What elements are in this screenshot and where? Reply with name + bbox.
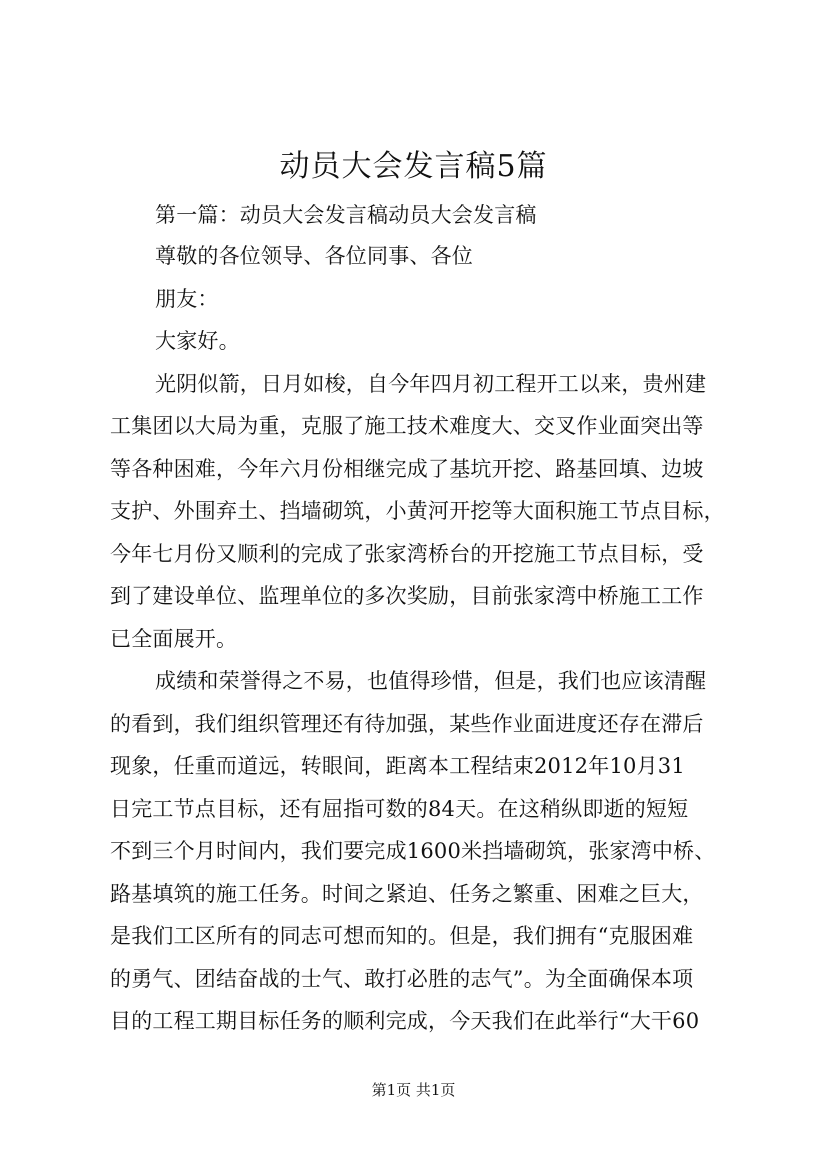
page-footer: 第1页 共1页 (371, 1081, 456, 1099)
text-line: 等各种困难，今年六月份相继完成了基坑开挖、路基回填、边坡 (110, 457, 704, 481)
text-line: 尊敬的各位领导、各位同事、各位 (155, 244, 473, 268)
text-line: 日完工节点目标，还有屈指可数的84天。在这稍纵即逝的短短 (110, 797, 689, 821)
text-line: 今年七月份又顺利的完成了张家湾桥台的开挖施工节点目标，受 (110, 542, 704, 566)
text-line: 现象，任重而道远，转眼间，距离本工程结束2012年10月31 (110, 754, 685, 778)
text-line: 路基填筑的施工任务。时间之紧迫、任务之繁重、困难之巨大， (110, 882, 704, 906)
text-line: 到了建设单位、监理单位的多次奖励，目前张家湾中桥施工工作 (110, 584, 704, 608)
text-line: 的勇气、团结奋战的士气、敢打必胜的志气”。为全面确保本项 (110, 967, 694, 991)
text-line: 成绩和荣誉得之不易，也值得珍惜，但是，我们也应该清醒 (155, 669, 707, 693)
document-title: 动员大会发言稿5篇 (279, 149, 548, 184)
text-line: 目的工程工期目标任务的顺利完成，今天我们在此举行“大干60 (110, 1009, 700, 1033)
text-line: 不到三个月时间内，我们要完成1600米挡墙砌筑，张家湾中桥、 (110, 839, 716, 863)
text-line: 的看到，我们组织管理还有待加强，某些作业面进度还存在滞后 (110, 712, 704, 736)
text-line: 朋友： (155, 287, 219, 311)
text-line: 支护、外围弃土、挡墙砌筑，小黄河开挖等大面积施工节点目标， (110, 499, 725, 523)
text-line: 工集团以大局为重，克服了施工技术难度大、交叉作业面突出等 (110, 414, 704, 438)
text-line: 是我们工区所有的同志可想而知的。但是，我们拥有“克服困难 (110, 924, 694, 948)
document-subtitle: 第一篇：动员大会发言稿动员大会发言稿 (155, 203, 537, 227)
text-line: 光阴似箭，日月如梭，自今年四月初工程开工以来，贵州建 (155, 372, 707, 396)
text-line: 大家好。 (155, 329, 240, 353)
text-line: 已全面展开。 (110, 627, 238, 651)
